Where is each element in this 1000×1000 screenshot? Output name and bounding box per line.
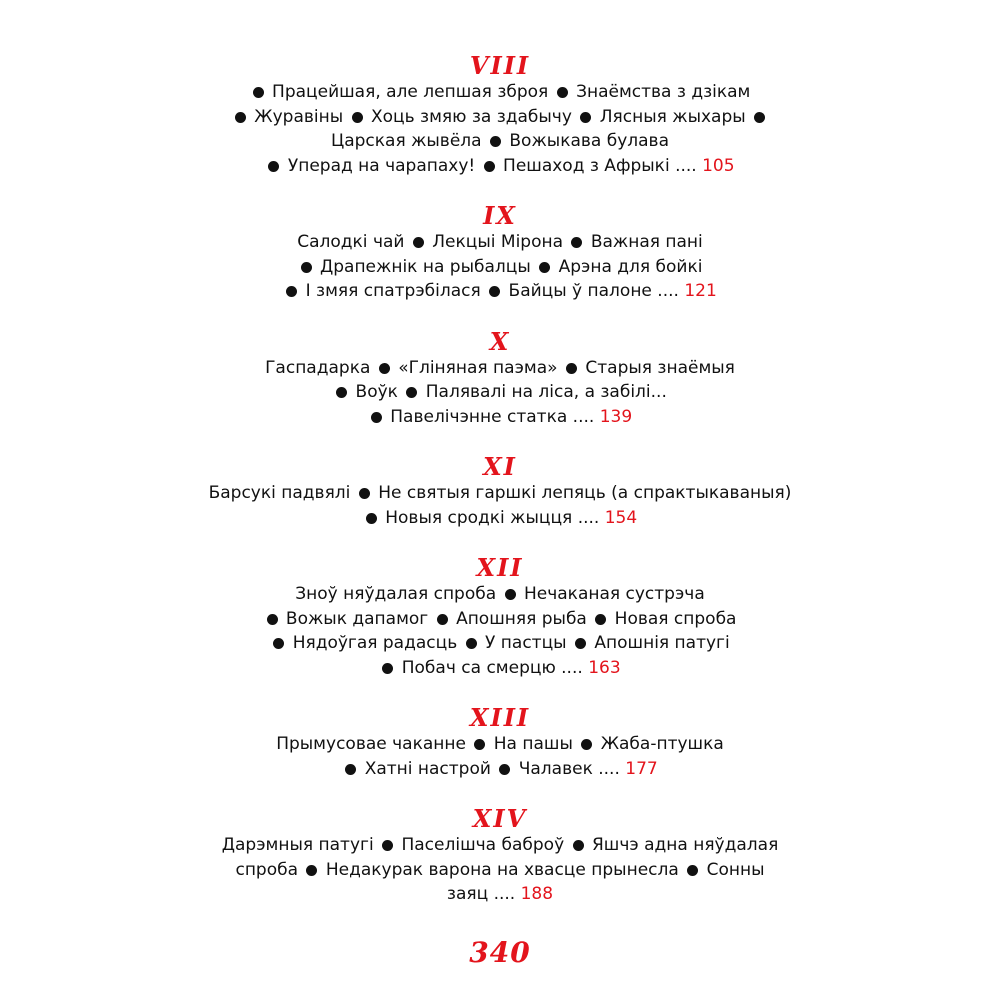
bullet-icon xyxy=(490,136,501,147)
bullet-icon xyxy=(595,614,606,625)
section-title: Байцы ў палоне .... xyxy=(508,281,679,301)
chapter-entry xyxy=(0,52,1000,178)
toc-line xyxy=(0,607,1000,632)
section-title: Побач са смерцю .... xyxy=(401,657,583,678)
section-title: Пешаход з Афрыкі .... xyxy=(503,155,697,176)
section-title: Не святыя гаршкі лепяць (а спрактыкаваныя) xyxy=(378,483,792,503)
bullet-icon xyxy=(557,87,568,98)
chapter-page-number: 177 xyxy=(625,758,658,779)
toc-line xyxy=(0,631,1000,656)
section-title: Паселішча баброў xyxy=(401,835,565,855)
chapter-entry xyxy=(0,554,1000,680)
section-title: У пастцы xyxy=(485,633,567,653)
bullet-icon xyxy=(754,112,765,123)
section-title: Хатні настрой xyxy=(364,758,491,779)
section-title: Апошнія патугі xyxy=(594,633,730,653)
bullet-icon xyxy=(306,865,317,876)
chapter-page-number: 188 xyxy=(520,884,554,904)
section-title: І змяя спатрэбілася xyxy=(305,281,481,301)
section-title: Старыя знаёмыя xyxy=(585,357,735,378)
toc-line xyxy=(0,481,1000,506)
bullet-icon xyxy=(273,638,284,649)
section-title: Дарэмныя патугі xyxy=(221,835,374,855)
toc-line xyxy=(0,405,1000,430)
bullet-icon xyxy=(466,638,477,649)
table-of-contents xyxy=(0,52,1000,931)
toc-line xyxy=(0,858,1000,883)
section-title: Жаба-птушка xyxy=(600,734,724,754)
section-title: Недакурак варона на хвасце прынесла xyxy=(325,859,679,880)
bullet-icon xyxy=(580,112,591,123)
page-number: 340 xyxy=(469,936,531,969)
section-title: На пашы xyxy=(493,734,573,754)
chapter-numeral: X xyxy=(489,326,511,356)
chapter-entry xyxy=(0,328,1000,430)
chapter-entry xyxy=(0,704,1000,781)
bullet-icon xyxy=(336,387,347,398)
toc-line xyxy=(0,380,1000,405)
toc-line xyxy=(0,129,1000,154)
section-title: Нечаканая сустрэча xyxy=(523,584,705,604)
bullet-icon xyxy=(687,865,698,876)
bullet-icon xyxy=(571,237,582,248)
bullet-icon xyxy=(345,764,356,775)
chapter-numeral: XIV xyxy=(472,804,528,833)
bullet-icon xyxy=(382,840,393,851)
bullet-icon xyxy=(359,488,370,499)
section-title: Знаёмства з дзікам xyxy=(576,82,751,102)
toc-line xyxy=(0,279,1000,304)
section-title: Прымусовае чаканне xyxy=(276,734,466,754)
chapter-numeral: IX xyxy=(483,201,517,230)
bullet-icon xyxy=(253,87,264,98)
bullet-icon xyxy=(484,161,495,172)
toc-line xyxy=(0,105,1000,130)
chapter-numeral: XII xyxy=(476,553,524,582)
chapter-numeral: XIII xyxy=(469,703,531,732)
section-title: Журавіны xyxy=(254,106,344,127)
bullet-icon xyxy=(268,161,279,172)
chapter-numeral: XI xyxy=(483,452,517,481)
section-title: Нядоўгая радасць xyxy=(292,633,458,653)
section-title: Уперад на чарапаху! xyxy=(287,155,476,176)
section-title: Новыя сродкі жыцця .... xyxy=(385,507,600,528)
bullet-icon xyxy=(366,513,377,524)
section-title: Гаспадарка xyxy=(265,357,371,378)
bullet-icon xyxy=(267,614,278,625)
toc-line xyxy=(0,80,1000,105)
section-title: Важная пані xyxy=(590,232,703,252)
chapter-numeral: VIII xyxy=(469,51,531,80)
section-title: Лясныя жыхары xyxy=(599,106,746,127)
section-title: Салодкі чай xyxy=(297,232,405,252)
section-title: Працейшая, але лепшая зброя xyxy=(272,82,549,102)
bullet-icon xyxy=(499,764,510,775)
section-title: Хоць змяю за здабычу xyxy=(370,106,572,127)
bullet-icon xyxy=(566,363,577,374)
toc-line xyxy=(0,230,1000,255)
toc-line xyxy=(0,506,1000,531)
section-title: спроба xyxy=(235,859,299,880)
section-title: Сонны xyxy=(706,859,765,880)
bullet-icon xyxy=(406,387,417,398)
chapter-entry xyxy=(0,202,1000,304)
bullet-icon xyxy=(505,589,516,600)
toc-line xyxy=(0,882,1000,907)
section-title: Барсукі падвялі xyxy=(208,483,351,503)
bullet-icon xyxy=(286,286,297,297)
bullet-icon xyxy=(352,112,363,123)
section-title: заяц .... xyxy=(446,884,516,904)
toc-line xyxy=(0,833,1000,858)
bullet-icon xyxy=(379,363,390,374)
toc-line xyxy=(0,154,1000,179)
chapter-entry xyxy=(0,453,1000,530)
chapter-page-number: 154 xyxy=(604,507,638,528)
section-title: «Гліняная паэма» xyxy=(398,357,558,378)
chapter-entry xyxy=(0,805,1000,907)
bullet-icon xyxy=(235,112,246,123)
chapter-page-number: 105 xyxy=(702,155,735,176)
bullet-icon xyxy=(301,262,312,273)
section-title: Павелічэнне статка .... xyxy=(390,406,595,427)
section-title: Зноў няўдалая спроба xyxy=(295,584,497,604)
bullet-icon xyxy=(474,739,485,750)
toc-line xyxy=(0,582,1000,607)
bullet-icon xyxy=(489,286,500,297)
toc-line xyxy=(0,656,1000,681)
section-title: Лекцыі Мірона xyxy=(432,232,564,252)
bullet-icon xyxy=(575,638,586,649)
section-title: Воўк xyxy=(355,382,398,402)
toc-line xyxy=(0,356,1000,381)
section-title: Новая спроба xyxy=(614,608,737,629)
section-title: Арэна для бойкі xyxy=(558,256,703,277)
bullet-icon xyxy=(413,237,424,248)
section-title: Вожык дапамог xyxy=(285,608,429,629)
chapter-page-number: 139 xyxy=(599,406,633,427)
bullet-icon xyxy=(437,614,448,625)
bullet-icon xyxy=(573,840,584,851)
chapter-page-number: 163 xyxy=(588,657,621,678)
bullet-icon xyxy=(371,412,382,423)
toc-line xyxy=(0,732,1000,757)
section-title: Апошняя рыба xyxy=(456,608,587,629)
section-title: Драпежнік на рыбалцы xyxy=(319,256,531,277)
bullet-icon xyxy=(581,739,592,750)
section-title: Чалавек .... xyxy=(518,758,620,779)
toc-line xyxy=(0,255,1000,280)
section-title: Яшчэ адна няўдалая xyxy=(591,835,779,855)
bullet-icon xyxy=(539,262,550,273)
chapter-page-number: 121 xyxy=(684,281,717,301)
section-title: Царская жывёла xyxy=(331,131,482,151)
bullet-icon xyxy=(382,663,393,674)
section-title: Вожыкава булава xyxy=(509,131,669,151)
section-title: Палявалі на ліса, а забілі... xyxy=(425,382,667,402)
toc-line xyxy=(0,757,1000,782)
